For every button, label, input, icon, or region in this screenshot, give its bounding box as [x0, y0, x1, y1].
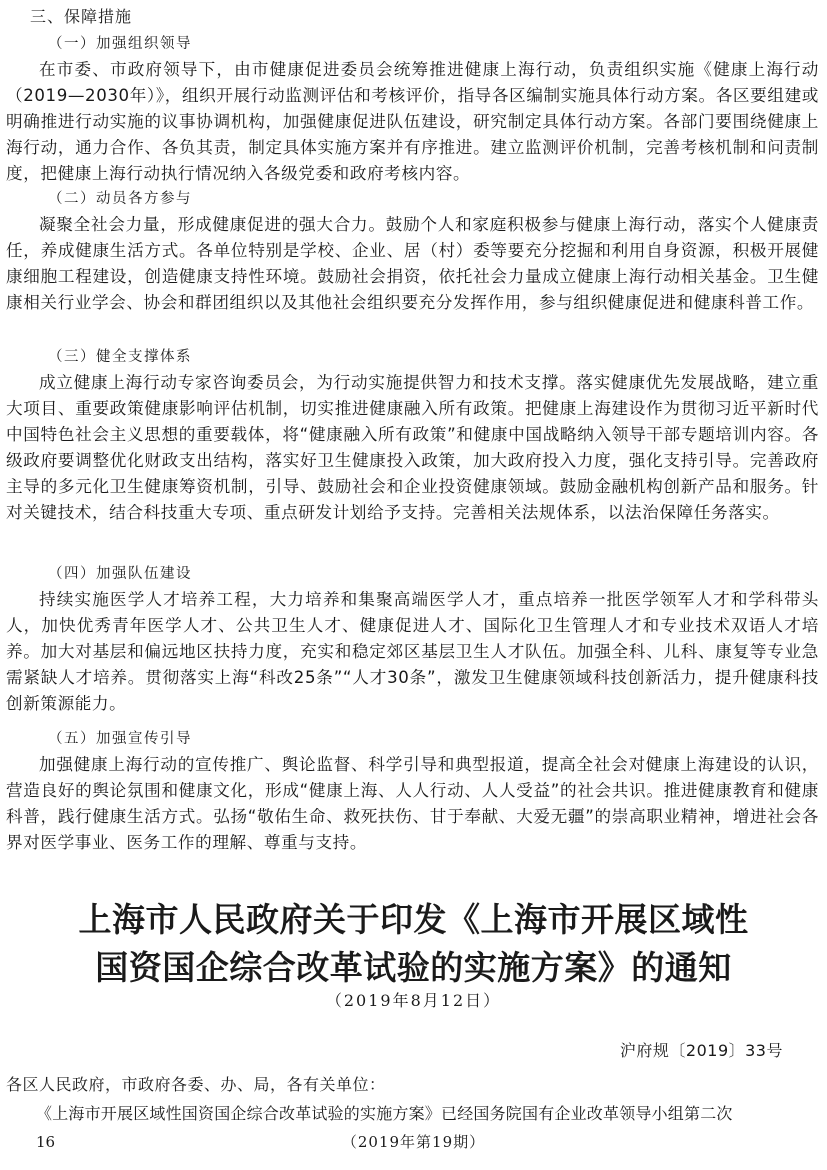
notice-title-line-1: 上海市人民政府关于印发《上海市开展区域性 — [78, 900, 749, 939]
subsection-paragraph: 成立健康上海行动专家咨询委员会，为行动实施提供智力和技术支撑。落实健康优先发展战略，建立重大项目、重要政策健康影响评估机制，切实推进健康融入所有政策。把健康上海建设作为贯彻习近平新时代中国特色社会主义思想的重要载体，将“健康融入所有政策”和健康中国战略纳入领导干部专题培训内容。各级政府要调整优化财政支出结构，落实好卫生健康投入政策，加大政府投入力度，强化支持引导。完善政府主导的多元化卫生健康筹资机制，引导、鼓励社会和企业投资健康领域。鼓励金融机构创新产品和服务。针对关键技术，结合科技重大专项、重点研发计划给予支持。完善相关法规体系，以法治保障任务落实。 — [6, 373, 819, 522]
subsection-4 — [0, 563, 827, 717]
subsection-5 — [0, 728, 827, 856]
addressee-line: 各区人民政府，市政府各委、办、局，各有关单位： — [6, 1075, 386, 1094]
subsection-heading: （四）加强队伍建设 — [48, 566, 192, 582]
subsection-1 — [0, 33, 827, 187]
subsection-paragraph: 在市委、市政府领导下，由市健康促进委员会统筹推进健康上海行动，负责组织实施《健康上海行动（2019—2030年）》，组织开展行动监测评估和考核评价，指导各区编制实施具体行动方案。各区要组建或明确推进行动实施的议事协调机构，加强健康促进队伍建设，研究制定具体行动方案。各部门要围绕健康上海行动，通力合作、各负其责，制定具体实施方案并有序推进。建立监测评价机制，完善考核机制和问责制度，把健康上海行动执行情况纳入各级党委和政府考核内容。 — [6, 60, 819, 183]
subsection-paragraph: 持续实施医学人才培养工程，大力培养和集聚高端医学人才，重点培养一批医学领军人才和学科带头人，加快优秀青年医学人才、公共卫生人才、健康促进人才、国际化卫生管理人才和专业技术双语人才培养。加大对基层和偏远地区扶持力度，充实和稳定郊区基层卫生人才队伍。加强全科、儿科、康复等专业急需紧缺人才培养。贯彻落实上海“科改25条”“人才30条”，激发卫生健康领域科技创新活力，提升健康科技创新策源能力。 — [6, 590, 819, 713]
subsection-2 — [0, 188, 827, 316]
notice-title-line-2: 国资国企综合改革试验的实施方案》的通知 — [95, 948, 732, 987]
notice-title — [0, 896, 827, 992]
notice-body-paragraph: 《上海市开展区域性国资国企综合改革试验的实施方案》已经国务院国有企业改革领导小组第二次 — [36, 1104, 733, 1123]
section-heading: 三、保障措施 — [30, 7, 133, 26]
page-number: 16 — [36, 1133, 56, 1151]
document-number: 沪府规〔2019〕33号 — [619, 1041, 783, 1060]
subsection-paragraph: 凝聚全社会力量，形成健康促进的强大合力。鼓励个人和家庭积极参与健康上海行动，落实个人健康责任，养成健康生活方式。各单位特别是学校、企业、居（村）委等要充分挖掘和利用自身资源，积极开展健康细胞工程建设，创造健康支持性环境。鼓励社会捐资，依托社会力量成立健康上海行动相关基金。卫生健康相关行业学会、协会和群团组织以及其他社会组织要充分发挥作用，参与组织健康促进和健康科普工作。 — [6, 215, 819, 312]
subsection-heading: （一）加强组织领导 — [48, 36, 192, 52]
notice-date: （2019年8月12日） — [325, 991, 502, 1010]
subsection-paragraph: 加强健康上海行动的宣传推广、舆论监督、科学引导和典型报道，提高全社会对健康上海建设的认识，营造良好的舆论氛围和健康文化，形成“健康上海、人人行动、人人受益”的社会共识。推进健康教育和健康科普，践行健康生活方式。弘扬“敬佑生命、救死扶伤、甘于奉献、大爱无疆”的崇高职业精神，增进社会各界对医学事业、医务工作的理解、尊重与支持。 — [6, 755, 819, 852]
subsection-3 — [0, 346, 827, 526]
subsection-heading: （五）加强宣传引导 — [48, 731, 192, 747]
issue-label: （2019年第19期） — [341, 1133, 486, 1151]
subsection-heading: （三）健全支撑体系 — [48, 349, 192, 365]
subsection-heading: （二）动员各方参与 — [48, 191, 192, 207]
